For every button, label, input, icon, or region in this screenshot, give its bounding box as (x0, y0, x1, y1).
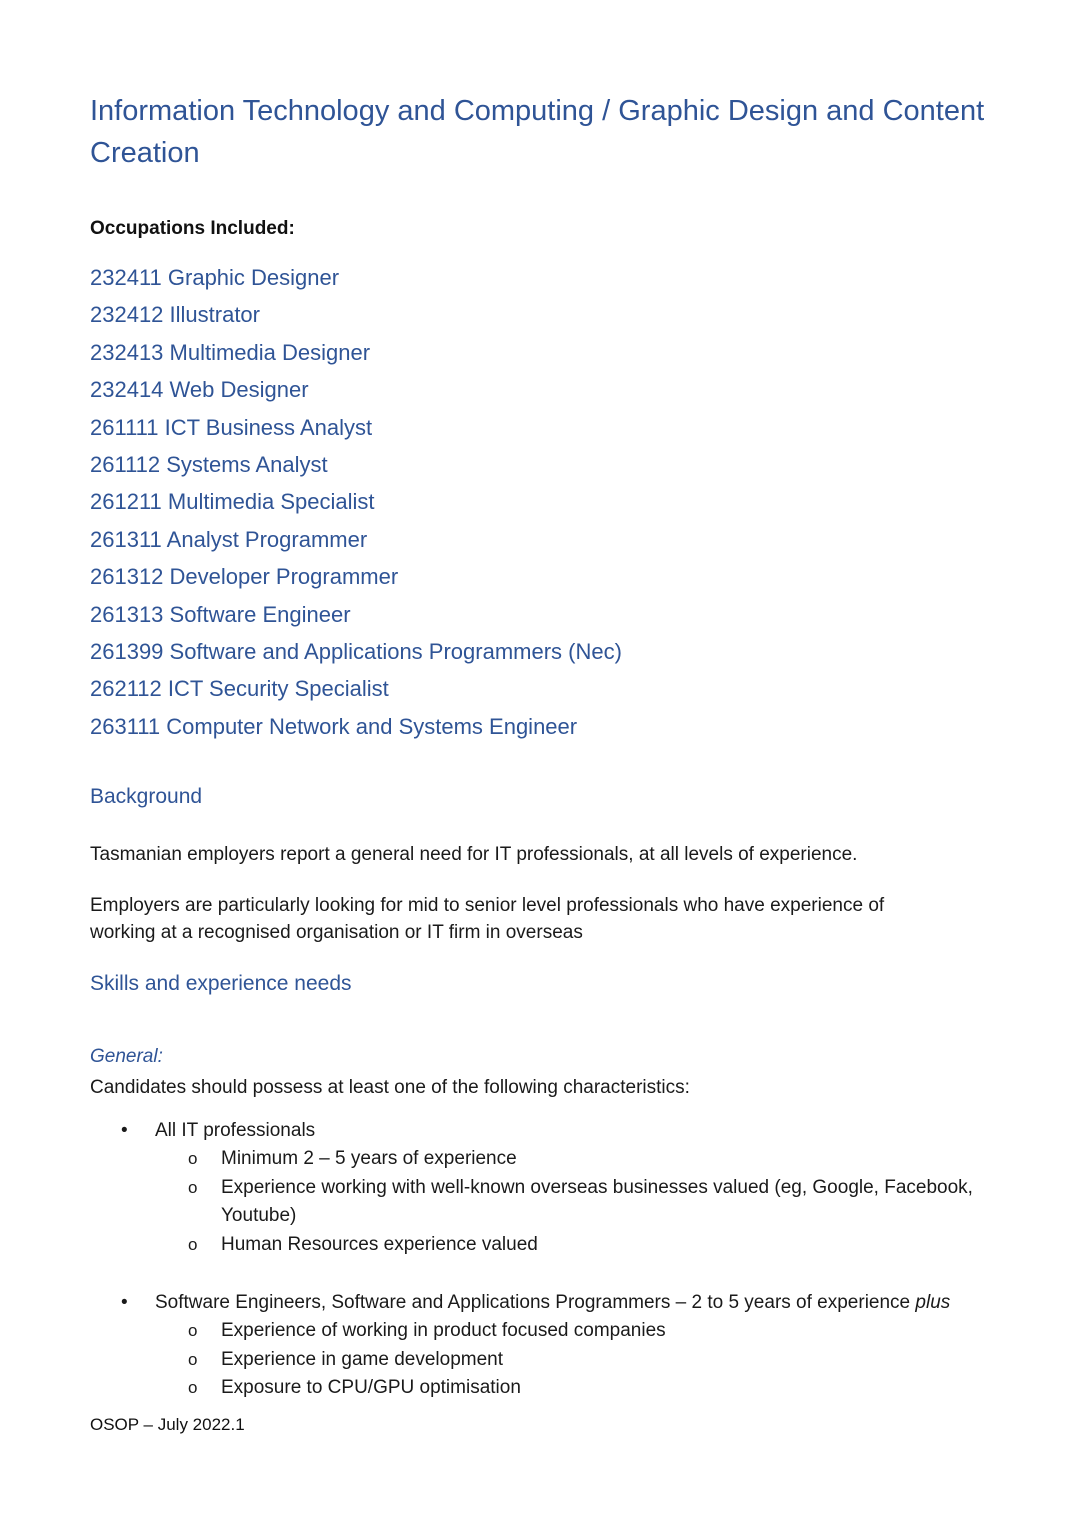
sub-bullet-item (90, 1145, 990, 1174)
bullet-group-all-it (90, 1116, 990, 1259)
bullet-label: All IT professionals (155, 1120, 316, 1141)
page-title: Information Technology and Computing / Graphic Design and Content Creation (90, 95, 985, 169)
sub-bullet-text: Human Resources experience valued (221, 1233, 538, 1255)
bullet-item (90, 1116, 990, 1145)
bullet-group-software (90, 1288, 990, 1403)
occupations-heading: Occupations Included: (90, 218, 295, 239)
occupation-item: 232412 Illustrator (90, 302, 260, 328)
occupation-item: 261112 Systems Analyst (90, 452, 328, 478)
occupation-item: 232414 Web Designer (90, 377, 309, 403)
bullet-label-emphasis: plus (915, 1292, 951, 1313)
sub-bullet-icon: o (188, 1177, 198, 1197)
sub-bullet-text: Experience of working in product focused companies (221, 1320, 666, 1341)
sub-bullet-icon: o (188, 1349, 198, 1369)
sub-bullet-icon: o (188, 1378, 198, 1397)
occupation-item: 261111 ICT Business Analyst (90, 414, 373, 440)
occupation-item: 263111 Computer Network and Systems Engineer (90, 713, 578, 739)
skills-heading: Skills and experience needs (90, 972, 352, 995)
sub-bullet-item (90, 1231, 990, 1260)
occupation-item: 261399 Software and Applications Programmers (Nec) (90, 639, 622, 665)
background-heading: Background (90, 785, 203, 808)
occupation-item: 261311 Analyst Programmer (90, 526, 368, 552)
bullet-icon: • (121, 1292, 128, 1313)
background-paragraph-1: Tasmanian employers report a general need for IT professionals, at all levels of experience. (90, 844, 858, 865)
sub-bullet-item (90, 1346, 990, 1375)
sub-bullet-item (90, 1174, 990, 1231)
occupations-list (90, 259, 622, 745)
occupation-item: 262112 ICT Security Specialist (90, 676, 389, 702)
sub-bullet-icon: o (188, 1149, 198, 1168)
sub-bullet-text: Minimum 2 – 5 years of experience (221, 1148, 517, 1169)
background-paragraph-2: Employers are particularly looking for mid to senior level professionals who have experience of working at a recognised organisation or IT firm in overseas (90, 895, 885, 943)
occupation-item: 261312 Developer Programmer (90, 564, 399, 590)
general-label: General: (90, 1046, 163, 1067)
occupation-item: 232411 Graphic Designer (90, 265, 340, 290)
bullet-label: Software Engineers, Software and Applications Programmers – 2 to 5 years of experience (155, 1292, 916, 1313)
sub-bullet-text: Experience in game development (221, 1348, 504, 1370)
sub-bullet-text: Experience working with well-known overseas businesses valued (eg, Google, Facebook, Youtube) (221, 1176, 973, 1226)
sub-bullet-text: Exposure to CPU/GPU optimisation (221, 1377, 521, 1398)
skills-intro: Candidates should possess at least one of the following characteristics: (90, 1077, 690, 1098)
sub-bullet-item (90, 1374, 990, 1403)
occupation-item: 261313 Software Engineer (90, 601, 351, 627)
bullet-item (90, 1288, 990, 1317)
page-footer: OSOP – July 2022.1 (90, 1415, 245, 1434)
bullet-icon: • (121, 1120, 128, 1141)
sub-bullet-icon: o (188, 1234, 198, 1254)
occupation-item: 232413 Multimedia Designer (90, 339, 371, 365)
sub-bullet-item (90, 1317, 990, 1346)
occupation-item: 261211 Multimedia Specialist (90, 489, 375, 515)
sub-bullet-icon: o (188, 1321, 198, 1340)
